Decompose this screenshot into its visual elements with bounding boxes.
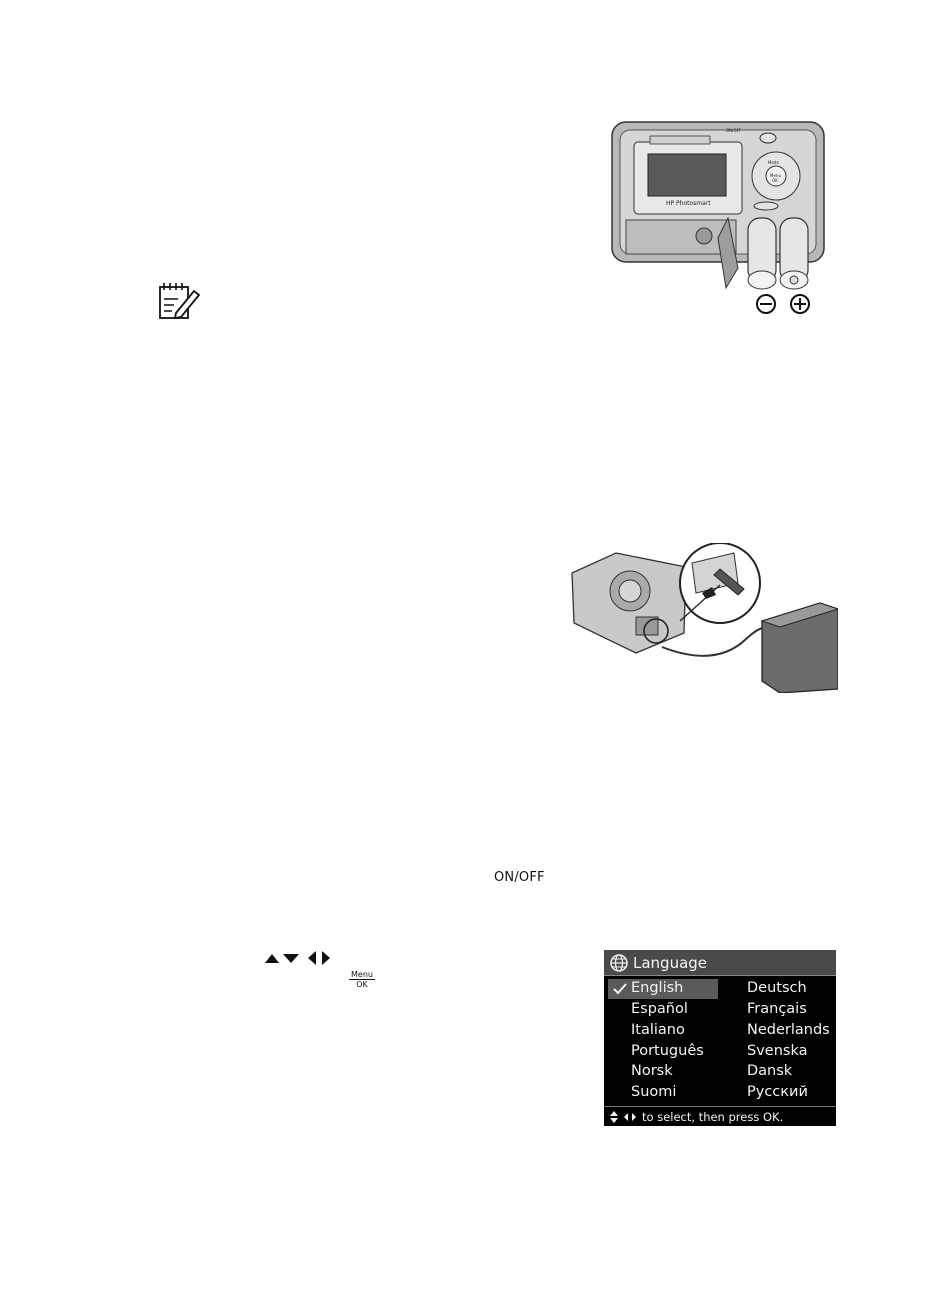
language-option-norsk[interactable]: Norsk [631,1063,673,1079]
language-title: Language [633,953,708,972]
camera-power-adapter-illustration [566,543,838,693]
left-right-hint-icon [623,1111,637,1123]
camera-mode-label: Mode [768,160,779,165]
language-option-espanol[interactable]: Español [631,1001,688,1017]
language-option-suomi[interactable]: Suomi [631,1084,677,1100]
camera-ok-label: OK [772,178,778,183]
onoff-button-label: ON/OFF [494,870,545,885]
language-option-deutsch[interactable]: Deutsch [747,980,807,996]
camera-onoff-label: ON/OFF [726,128,742,133]
language-option-russian[interactable]: Русский [747,1084,808,1100]
ok-label: OK [356,980,368,989]
lcd-footer-hint [604,1106,836,1126]
camera-menu-label: Menu [770,173,781,178]
language-option-portugues[interactable]: Português [631,1043,704,1059]
camera-battery-illustration [608,118,838,318]
language-option-english[interactable]: English [631,980,684,996]
left-right-arrows-icon [307,950,331,966]
checkmark-icon [613,982,627,996]
language-screen [604,950,836,1125]
globe-icon [609,953,629,973]
camera-brand-label: HP Photosmart [666,200,711,207]
menu-ok-button-label [349,970,375,989]
language-option-svenska[interactable]: Svenska [747,1043,808,1059]
language-title-bar [604,950,836,976]
language-option-nederlands[interactable]: Nederlands [747,1022,830,1038]
language-option-dansk[interactable]: Dansk [747,1063,793,1079]
menu-label: Menu [349,970,375,980]
navigation-arrows [263,950,331,966]
lcd-footer-text: to select, then press OK. [642,1109,784,1124]
up-down-hint-icon [608,1110,620,1124]
language-option-francais[interactable]: Français [747,1001,807,1017]
note-icon [156,281,202,321]
language-option-italiano[interactable]: Italiano [631,1022,685,1038]
up-down-arrows-icon [263,952,301,964]
